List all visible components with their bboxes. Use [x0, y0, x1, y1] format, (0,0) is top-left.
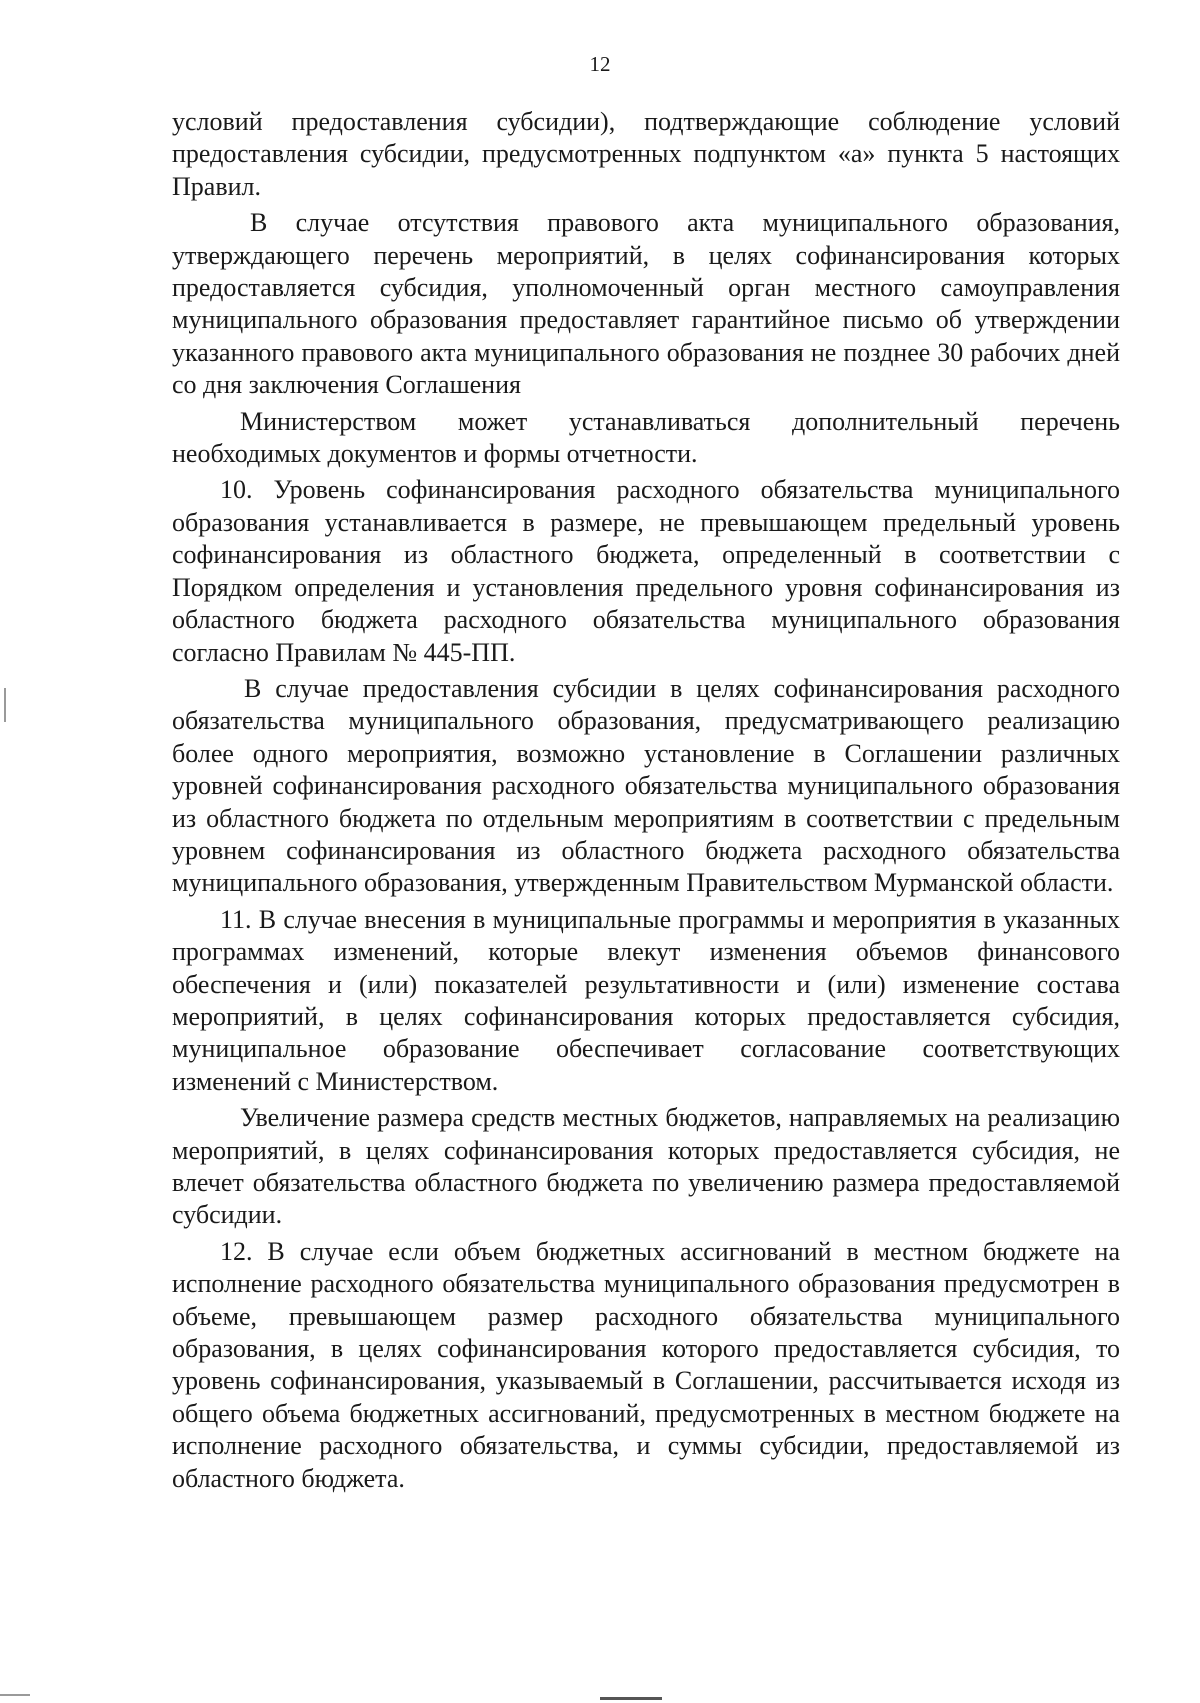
paragraph-item-12: 12. В случае если объем бюджетных ассигнований в местном бюджете на исполнение расходного обязательства муниципального образования предусмотрен в объеме, превышающем размер расходного обязательства муниципального образования, в целях софинансирования которого предоставляется субсидия, то уровень софинансирования, указываемый в Соглашении, рассчитывается исходя из общего объема бюджетных ассигнований, предусмотренных в местном бюджете на исполнение расходного обязательства, и суммы субсидии, предоставляемой из областного бюджета.: [172, 1236, 1120, 1493]
paragraph-local-budget-increase: Увеличение размера средств местных бюджетов, направляемых на реализацию мероприятий, в целях софинансирования которых предоставляется субсидия, не влечет обязательства областного бюджета по увеличению размера предоставляемой субсидии.: [172, 1103, 1120, 1230]
paragraph-item-11: 11. В случае внесения в муниципальные программы и мероприятия в указанных программах изменений, которые влекут изменения объемов финансового обеспечения и (или) показателей результативности и (или) изменение состава мероприятий, в целях софинансирования которых предоставляется субсидия, муниципальное образование обеспечивает согласование соответствующих изменений с Министерством.: [172, 904, 1120, 1096]
paragraph-continuation: условий предоставления субсидии), подтверждающие соблюдение условий предоставления субсидии, предусмотренных подпунктом «а» пункта 5 настоящих Правил.: [172, 107, 1120, 201]
scan-margin-mark: [4, 688, 6, 722]
scan-bottom-mark-left: [0, 1694, 30, 1696]
paragraph-multiple-measures: В случае предоставления субсидии в целях софинансирования расходного обязательства муниципального образования, предусматривающего реализацию более одного мероприятия, возможно установление в Соглашении различных уровней софинансирования расходного обязательства муниципального образования из областного бюджета по отдельным мероприятиям в соответствии с предельным уровнем софинансирования из областного бюджета расходного обязательства муниципального образования, утвержденным Правительством Мурманской области.: [172, 673, 1120, 898]
document-body: [172, 106, 1120, 1495]
paragraph-item-10: 10. Уровень софинансирования расходного обязательства муниципального образования устанавливается в размере, не превышающем предельный уровень софинансирования из областного бюджета, определенный в соответствии с Порядком определения и установления предельного уровня софинансирования из областного бюджета расходного обязательства муниципального образования согласно Правилам № 445-ПП.: [172, 475, 1120, 667]
scan-bottom-mark-center: [600, 1697, 662, 1700]
paragraph-additional-documents: Министерством может устанавливаться дополнительный перечень необходимых документов и формы отчетности.: [172, 406, 1120, 469]
paragraph-no-legal-act: В случае отсутствия правового акта муниципального образования, утверждающего перечень мероприятий, в целях софинансирования которых предоставляется субсидия, уполномоченный орган местного самоуправления муниципального образования предоставляет гарантийное письмо об утверждении указанного правового акта муниципального образования не позднее 30 рабочих дней со дня заключения Соглашения: [172, 208, 1120, 400]
page-number: 12: [589, 52, 611, 76]
